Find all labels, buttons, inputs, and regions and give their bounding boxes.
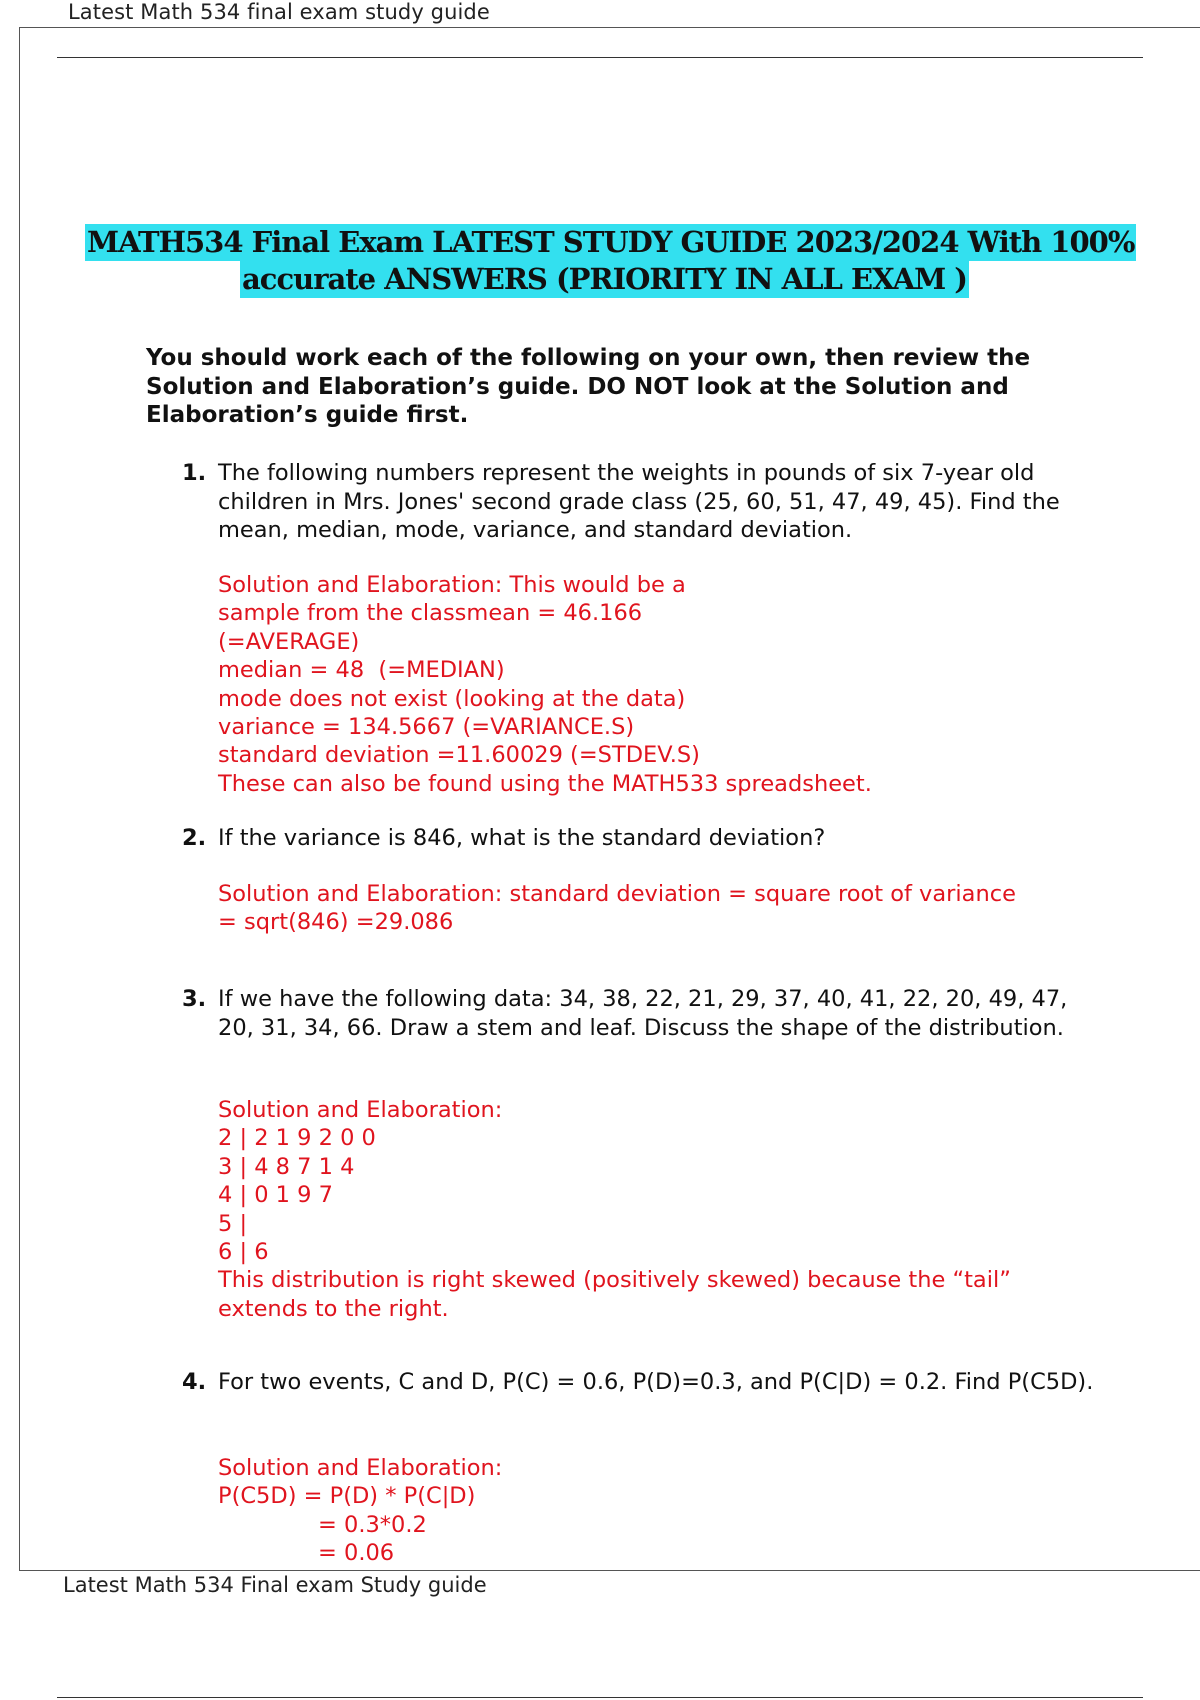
solution-line: mode does not exist (looking at the data) bbox=[218, 685, 686, 712]
page-header: Latest Math 534 final exam study guide bbox=[68, 0, 490, 24]
question-4 bbox=[182, 1368, 1102, 1397]
solution-line: standard deviation =11.60029 (=STDEV.S) bbox=[218, 742, 700, 769]
title-line-1: MATH534 Final Exam LATEST STUDY GUIDE 2023/2024 With 100% bbox=[87, 225, 1135, 259]
solution-1 bbox=[218, 571, 1118, 798]
solution-line: Solution and Elaboration: bbox=[218, 1455, 503, 1481]
stem-leaf-row: 2 | 2 1 9 2 0 0 bbox=[218, 1125, 376, 1152]
solution-line: (=AVERAGE) bbox=[218, 628, 360, 655]
question-text: If the variance is 846, what is the standard deviation? bbox=[218, 825, 826, 851]
solution-line: Solution and Elaboration: bbox=[218, 1097, 503, 1123]
stem-leaf-row: 4 | 0 1 9 7 bbox=[218, 1182, 333, 1209]
solution-line: extends to the right. bbox=[218, 1295, 449, 1322]
stem-leaf-row: 5 | bbox=[218, 1210, 248, 1237]
question-number: 1. bbox=[182, 460, 207, 486]
solution-line: This distribution is right skewed (positively skewed) because the “tail” bbox=[218, 1267, 1011, 1294]
stem-leaf-row: 6 | 6 bbox=[218, 1239, 269, 1266]
question-1 bbox=[182, 459, 1102, 545]
solution-3 bbox=[218, 1096, 1118, 1323]
question-text: If we have the following data: 34, 38, 22, 21, 29, 37, 40, 41, 22, 20, 49, 47, 20, 31, 34, 66. Draw a stem and leaf. Discuss the shape of the distribution. bbox=[218, 986, 1068, 1041]
solution-2 bbox=[218, 880, 1118, 937]
stem-leaf-row: 3 | 4 8 7 1 4 bbox=[218, 1153, 355, 1180]
solution-line: P(C5D) = P(D) * P(C|D) bbox=[218, 1483, 476, 1510]
solution-line: = 0.06 bbox=[318, 1540, 395, 1567]
solution-line: = 0.3*0.2 bbox=[318, 1511, 427, 1538]
solution-line: Solution and Elaboration: standard deviation = square root of variance bbox=[218, 881, 1016, 907]
question-2 bbox=[182, 824, 1102, 853]
question-text: For two events, C and D, P(C) = 0.6, P(D)=0.3, and P(C|D) = 0.2. Find P(C5D). bbox=[218, 1369, 1094, 1395]
solution-line: These can also be found using the MATH533 spreadsheet. bbox=[218, 770, 872, 797]
page-footer: Latest Math 534 Final exam Study guide bbox=[63, 1573, 487, 1597]
question-number: 2. bbox=[182, 825, 207, 851]
question-number: 4. bbox=[182, 1369, 207, 1395]
question-number: 3. bbox=[182, 986, 207, 1012]
question-3 bbox=[182, 985, 1102, 1042]
question-text: The following numbers represent the weights in pounds of six 7-year old children in Mrs. Jones' second grade class (25, 60, 51, 47, 49, 45). Find the mean, median, mode, variance, and standard deviation. bbox=[218, 460, 1060, 543]
header-divider bbox=[57, 57, 1143, 58]
solution-line: sample from the classmean = 46.166 bbox=[218, 600, 643, 627]
solution-4 bbox=[218, 1454, 1118, 1568]
solution-line: = sqrt(846) =29.086 bbox=[218, 909, 454, 936]
solution-line: Solution and Elaboration: This would be a bbox=[218, 572, 686, 598]
solution-line: median = 48 (=MEDIAN) bbox=[218, 657, 505, 684]
title-line-2: accurate ANSWERS (PRIORITY IN ALL EXAM ) bbox=[242, 262, 968, 296]
footer-divider bbox=[57, 1697, 1143, 1698]
instructions: You should work each of the following on your own, then review the Solution and Elaboration’s guide. DO NOT look at the Solution and Elaboration’s guide first. bbox=[146, 345, 1031, 428]
solution-line: variance = 134.5667 (=VARIANCE.S) bbox=[218, 714, 635, 741]
